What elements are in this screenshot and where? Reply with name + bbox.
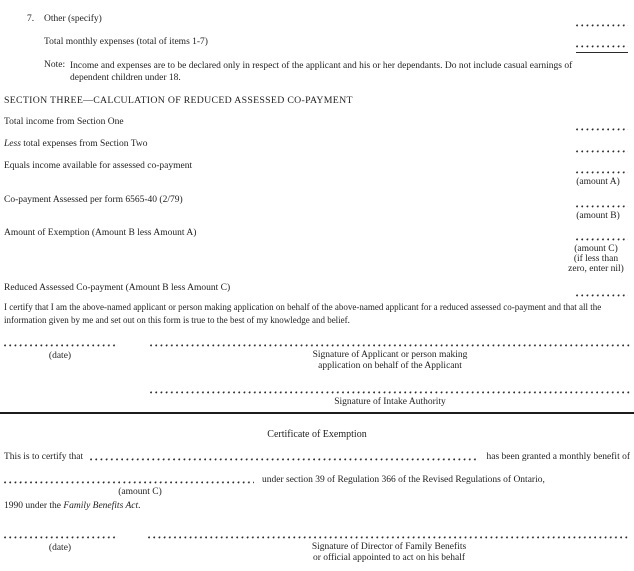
amount-b-note: (amount B) bbox=[576, 211, 620, 221]
note-label: Note: bbox=[44, 60, 66, 70]
family-benefits-act-italic: Family Benefits Act bbox=[63, 501, 139, 511]
item-7-number: 7. bbox=[27, 14, 35, 24]
row-copayment-assessed-label: Co-payment Assessed per form 6565-40 (2/79) bbox=[4, 195, 183, 205]
certificate-title: Certificate of Exemption bbox=[267, 429, 367, 440]
row-reduced-copayment-label: Reduced Assessed Co-payment (Amount B less Amount C) bbox=[4, 283, 231, 293]
certificate-line-1 bbox=[4, 452, 630, 463]
note-block bbox=[44, 60, 600, 84]
row-equals-income-entry-line bbox=[576, 171, 628, 174]
note-text: Income and expenses are to be declared only in respect of the applicant and his or her dependants. Do not include casual earnings of dependent children under 18. bbox=[70, 61, 573, 83]
certificate-line-2 bbox=[4, 475, 630, 486]
certificate-line-3: 1990 under the Family Benefits Act. bbox=[4, 501, 141, 511]
item-7-label: Other (specify) bbox=[44, 14, 102, 24]
grantee-name-entry-line bbox=[90, 458, 479, 461]
benefit-amount-entry-line bbox=[4, 481, 254, 484]
certificate-amount-c-label: (amount C) bbox=[118, 487, 162, 497]
row-less-expenses-label: Less total expenses from Section Two bbox=[4, 139, 148, 149]
granted-benefit-suffix: has been granted a monthly benefit of bbox=[486, 452, 630, 462]
certify-that-prefix: This is to certify that bbox=[4, 452, 84, 462]
intake-authority-signature-line bbox=[150, 391, 630, 394]
row-copayment-assessed-entry-line bbox=[576, 205, 628, 208]
certificate-date-label: (date) bbox=[48, 543, 72, 553]
row-exemption-entry-line bbox=[576, 238, 628, 241]
section-divider bbox=[0, 412, 634, 414]
certificate-date-entry-line bbox=[4, 536, 116, 539]
total-expenses-label: Total monthly expenses (total of items 1-7) bbox=[44, 37, 208, 47]
row-total-income-entry-line bbox=[576, 128, 628, 131]
director-signature-caption: Signature of Director of Family Benefits or official appointed to act on his behalf bbox=[311, 542, 467, 563]
date-label: (date) bbox=[48, 351, 72, 361]
applicant-signature-caption: Signature of Applicant or person making application on behalf of the Applicant bbox=[312, 350, 468, 371]
item-7-entry-line bbox=[576, 24, 628, 27]
amount-c-note: (amount C) (if less than zero, enter nil) bbox=[568, 244, 624, 274]
certification-statement: I certify that I am the above-named applicant or person making application on behalf of the above-named applicant for a reduced assessed co-payment and that all the information given by me and set out on this form is true to the best of my knowledge and belief. bbox=[4, 302, 602, 325]
row-total-income-label: Total income from Section One bbox=[4, 117, 124, 127]
row-exemption-label: Amount of Exemption (Amount B less Amount A) bbox=[4, 228, 197, 238]
date-entry-line bbox=[4, 344, 116, 347]
applicant-signature-line bbox=[150, 344, 630, 347]
regulation-reference-text: under section 39 of Regulation 366 of the Revised Regulations of Ontario, bbox=[262, 475, 545, 485]
row-equals-income-label: Equals income available for assessed co-payment bbox=[4, 161, 193, 171]
section-three-heading: SECTION THREE—CALCULATION OF REDUCED ASSESSED CO-PAYMENT bbox=[4, 95, 353, 106]
row-reduced-copayment-entry-line bbox=[576, 294, 628, 297]
less-word-italic: Less bbox=[4, 139, 21, 149]
total-expenses-entry-line bbox=[576, 45, 628, 53]
intake-authority-signature-caption: Signature of Intake Authority bbox=[334, 397, 446, 407]
director-signature-line bbox=[148, 536, 630, 539]
amount-a-note: (amount A) bbox=[576, 177, 620, 187]
row-less-expenses-entry-line bbox=[576, 150, 628, 153]
